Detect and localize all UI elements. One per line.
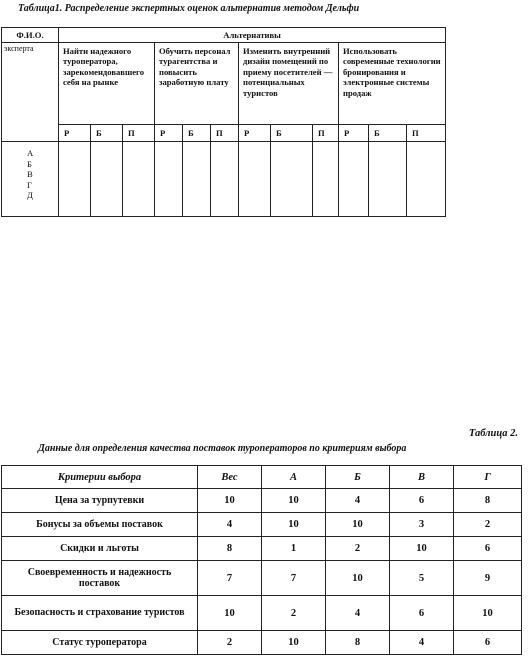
alternatives-header: Альтернативы — [59, 28, 446, 43]
criterion-cell: Скидки и льготы — [2, 537, 198, 561]
value-cell: 2 — [198, 631, 262, 655]
value-cell: 10 — [390, 537, 454, 561]
score-cell — [91, 142, 123, 217]
score-cell — [369, 142, 407, 217]
sub-col-r: Р — [155, 125, 183, 142]
criterion-cell: Своевременность и надежность поставок — [2, 561, 198, 596]
value-cell: 2 — [326, 537, 390, 561]
value-cell: 10 — [326, 561, 390, 596]
criterion-cell: Безопасность и страхование туристов — [2, 596, 198, 631]
value-cell: 6 — [454, 537, 522, 561]
score-cell — [183, 142, 211, 217]
expert-letter: Г — [27, 179, 32, 190]
header-g: Г — [454, 466, 522, 489]
value-cell: 6 — [390, 596, 454, 631]
table2-title: Данные для определения качества поставок туроператоров по критериям выбора — [38, 443, 407, 454]
score-cell — [339, 142, 369, 217]
expert-letter: А — [27, 148, 34, 158]
header-weight: Вес — [198, 466, 262, 489]
table-row — [2, 489, 522, 513]
value-cell: 10 — [454, 596, 522, 631]
header-b: Б — [326, 466, 390, 489]
alternative-2: Обучить персонал турагентства и повысить заработную плату — [155, 43, 239, 125]
value-cell: 5 — [390, 561, 454, 596]
alternative-4: Использовать современные технологии бронирования и электронные системы продаж — [339, 43, 446, 125]
criterion-cell: Цена за турпутевки — [2, 489, 198, 513]
score-cell — [123, 142, 155, 217]
value-cell: 7 — [198, 561, 262, 596]
value-cell: 9 — [454, 561, 522, 596]
score-cell — [407, 142, 446, 217]
table-row — [2, 561, 522, 596]
score-cell — [313, 142, 339, 217]
expert-letter: В — [27, 169, 33, 179]
score-cell — [211, 142, 239, 217]
value-cell: 10 — [326, 513, 390, 537]
header-a: А — [262, 466, 326, 489]
value-cell: 10 — [262, 489, 326, 513]
fio-header: Ф.И.О. — [2, 28, 59, 43]
score-cell — [271, 142, 313, 217]
sub-col-p: П — [407, 125, 446, 142]
sub-col-b: Б — [91, 125, 123, 142]
sub-col-p: П — [123, 125, 155, 142]
sub-col-p: П — [211, 125, 239, 142]
criterion-cell: Статус туроператора — [2, 631, 198, 655]
value-cell: 3 — [390, 513, 454, 537]
sub-col-b: Б — [183, 125, 211, 142]
alternative-3: Изменить внутренний дизайн помещений по приему посетителей — потенциальных туристов — [239, 43, 339, 125]
value-cell: 1 — [262, 537, 326, 561]
value-cell: 8 — [326, 631, 390, 655]
value-cell: 6 — [390, 489, 454, 513]
value-cell: 7 — [262, 561, 326, 596]
sub-col-r: Р — [59, 125, 91, 142]
value-cell: 4 — [390, 631, 454, 655]
value-cell: 10 — [198, 596, 262, 631]
expert-letter: Б — [27, 158, 32, 169]
header-v: В — [390, 466, 454, 489]
value-cell: 4 — [198, 513, 262, 537]
table2-caption: Таблица 2. — [468, 428, 518, 439]
table1-delphi-expert-assessment — [1, 27, 446, 217]
value-cell: 6 — [454, 631, 522, 655]
value-cell: 10 — [198, 489, 262, 513]
table-row — [2, 537, 522, 561]
score-cell — [155, 142, 183, 217]
table2-supplier-quality — [1, 465, 522, 655]
expert-letter: Д — [27, 190, 33, 200]
value-cell: 10 — [262, 631, 326, 655]
value-cell: 2 — [262, 596, 326, 631]
sub-col-b: Б — [369, 125, 407, 142]
score-cell — [239, 142, 271, 217]
value-cell: 4 — [326, 489, 390, 513]
value-cell: 2 — [454, 513, 522, 537]
score-cell — [59, 142, 91, 217]
table-row — [2, 631, 522, 655]
sub-col-b: Б — [271, 125, 313, 142]
table-row — [2, 513, 522, 537]
sub-col-p: П — [313, 125, 339, 142]
sub-col-r: Р — [239, 125, 271, 142]
table-row — [2, 596, 522, 631]
sub-col-r: Р — [339, 125, 369, 142]
value-cell: 4 — [326, 596, 390, 631]
criterion-cell: Бонусы за объемы поставок — [2, 513, 198, 537]
header-criteria: Критерии выбора — [2, 466, 198, 489]
value-cell: 8 — [454, 489, 522, 513]
alternative-1: Найти надежного туроператора, зарекомендовавшего себя на рынке — [59, 43, 155, 125]
value-cell: 10 — [262, 513, 326, 537]
value-cell: 8 — [198, 537, 262, 561]
table1-title: Таблица1. Распределение экспертных оценок альтернатив методом Дельфи — [18, 3, 360, 14]
expert-list — [2, 142, 59, 217]
expert-header: эксперта — [2, 43, 59, 142]
